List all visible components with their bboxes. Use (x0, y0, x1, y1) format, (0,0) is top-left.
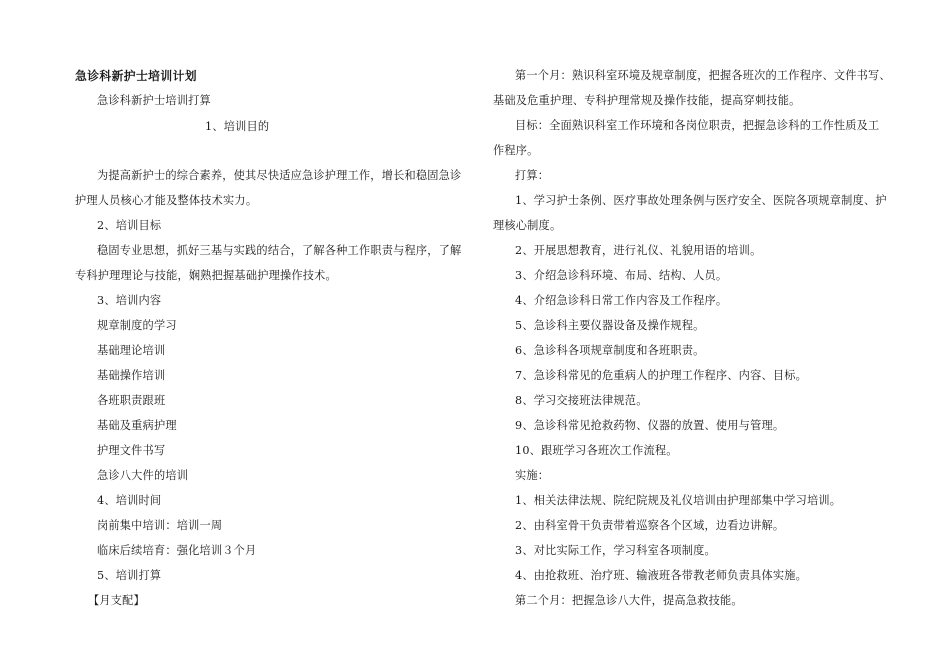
list-item: 临床后续培育：强化培训３个月 (97, 544, 257, 557)
plan-heading: 打算： (515, 169, 550, 182)
plan-subtitle: 急诊科新护士培训打算 (97, 94, 211, 107)
list-item: 7、急诊科常见的危重病人的护理工作程序、内容、目标。 (515, 369, 808, 382)
list-item: 8、学习交接班法律规范。 (515, 394, 648, 407)
list-item: 护理文件书写 (97, 444, 166, 457)
paragraph-line: 为提高新护士的综合素养，使其尽快适应急诊护理工作，增长和稳固急诊 (97, 169, 462, 182)
list-item: 岗前集中培训：培训一周 (97, 519, 223, 532)
list-item: 9、急诊科常见抢救药物、仪器的放置、使用与管理。 (515, 419, 785, 432)
list-item: 5、急诊科主要仪器设备及操作规程。 (515, 319, 705, 332)
paragraph-line: 第一个月：熟识科室环境及规章制度，把握各班次的工作程序、文件书写、 (515, 69, 891, 82)
paragraph-line: 专科护理理论与技能，娴熟把握基础护理操作技术。 (75, 269, 337, 282)
list-item: 10、跟班学习各班次工作流程。 (515, 444, 678, 457)
list-item: 2、由科室骨干负责带着巡察各个区域，边看边讲解。 (515, 519, 785, 532)
list-item: 急诊八大件的培训 (97, 469, 189, 482)
document-title: 急诊科新护士培训计划 (75, 69, 197, 83)
list-item: 3、介绍急诊科环境、布局、结构、人员。 (515, 269, 728, 282)
paragraph-line: 目标：全面熟识科室工作环境和各岗位职责，把握急诊科的工作性质及工 (515, 119, 880, 132)
section-heading-content: 3、培训内容 (97, 294, 162, 307)
list-item: 3、对比实际工作，学习科室各项制度。 (515, 544, 716, 557)
paragraph-line: 护理人员核心才能及整体技术实力。 (75, 194, 258, 207)
section-heading-goal: 2、培训目标 (97, 219, 162, 232)
list-item: 2、开展思想教育，进行礼仪、礼貌用语的培训。 (515, 244, 762, 257)
monthly-schedule-heading: 【月支配】 (88, 594, 145, 607)
section-heading-purpose: 1、培训目的 (205, 120, 270, 133)
paragraph-line: 稳固专业思想，抓好三基与实践的结合，了解各种工作职责与程序，了解 (97, 244, 462, 257)
list-item: 基础理论培训 (97, 344, 166, 357)
paragraph-line: 基础及危重护理、专科护理常规及操作技能，提高穿刺技能。 (493, 94, 801, 107)
list-item: 4、介绍急诊科日常工作内容及工作程序。 (515, 294, 728, 307)
paragraph-line: 作程序。 (493, 144, 539, 157)
list-item: 基础操作培训 (97, 369, 166, 382)
list-item: 1、相关法律法规、院纪院规及礼仪培训由护理部集中学习培训。 (515, 494, 842, 507)
implementation-heading: 实施： (515, 469, 550, 482)
section-heading-time: 4、培训时间 (97, 494, 162, 507)
list-item: 4、由抢救班、治疗班、输液班各带教老师负责具体实施。 (515, 569, 808, 582)
list-item: 各班职责跟班 (97, 394, 166, 407)
list-item: 1、学习护士条例、医疗事故处理条例与医疗安全、医院各项规章制度、护 (515, 194, 887, 207)
section-heading-plan: 5、培训打算 (97, 569, 162, 582)
list-item: 基础及重病护理 (97, 419, 177, 432)
list-item: 规章制度的学习 (97, 319, 177, 332)
paragraph-line: 第二个月：把握急诊八大件，提高急救技能。 (515, 594, 743, 607)
list-item: 6、急诊科各项规章制度和各班职责。 (515, 344, 705, 357)
list-item: 理核心制度。 (493, 219, 562, 232)
